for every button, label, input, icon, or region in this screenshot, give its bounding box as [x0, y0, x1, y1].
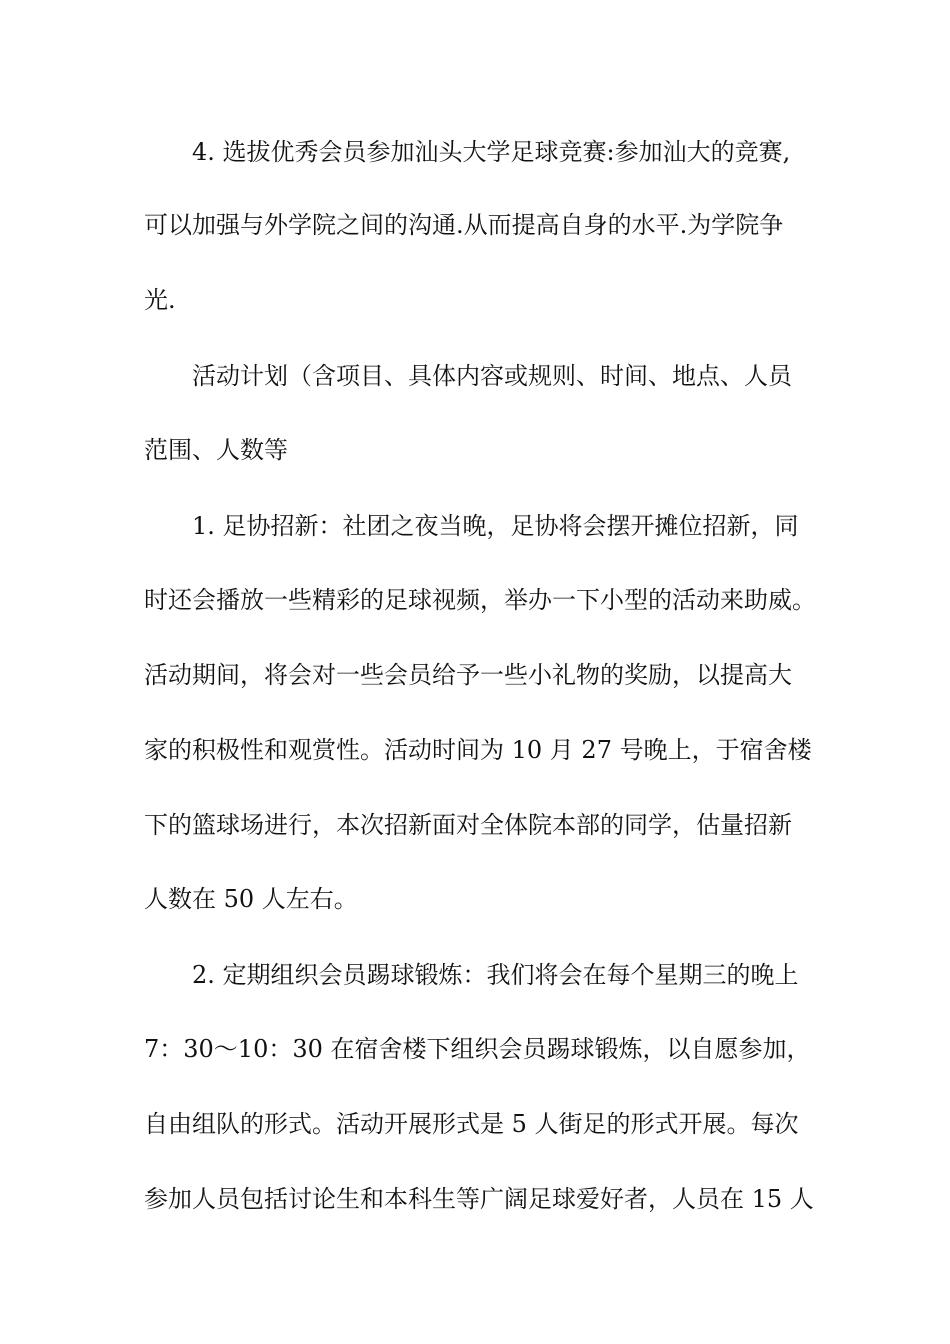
- paragraph-line: 7：30～10：30 在宿舍楼下组织会员踢球锻炼，以自愿参加，: [144, 1035, 811, 1063]
- paragraph-line: 活动期间，将会对一些会员给予一些小礼物的奖励，以提高大: [144, 661, 792, 689]
- section-heading-line: 活动计划（含项目、具体内容或规则、时间、地点、人员: [192, 362, 792, 390]
- section-heading-line: 范围、人数等: [144, 436, 288, 464]
- paragraph-line: 2. 定期组织会员踢球锻炼：我们将会在每个星期三的晚上: [192, 961, 799, 989]
- paragraph-line: 光.: [144, 286, 176, 314]
- paragraph-line: 人数在 50 人左右。: [144, 885, 358, 913]
- paragraph-line: 可以加强与外学院之间的沟通.从而提高自身的水平.为学院争: [144, 211, 784, 239]
- paragraph-line: 1. 足协招新：社团之夜当晚，足协将会摆开摊位招新，同: [192, 512, 799, 540]
- paragraph-line: 家的积极性和观赏性。活动时间为 10 月 27 号晚上，于宿舍楼: [144, 736, 812, 764]
- paragraph-line: 时还会播放一些精彩的足球视频，举办一下小型的活动来助威。: [144, 586, 816, 614]
- paragraph-line: 4. 选拔优秀会员参加汕头大学足球竞赛:参加汕大的竞赛,: [192, 138, 791, 166]
- paragraph-line: 参加人员包括讨论生和本科生等广阔足球爱好者，人员在 15 人: [144, 1185, 814, 1213]
- paragraph-line: 自由组队的形式。活动开展形式是 5 人街足的形式开展。每次: [144, 1110, 799, 1138]
- paragraph-line: 下的篮球场进行，本次招新面对全体院本部的同学，估量招新: [144, 811, 792, 839]
